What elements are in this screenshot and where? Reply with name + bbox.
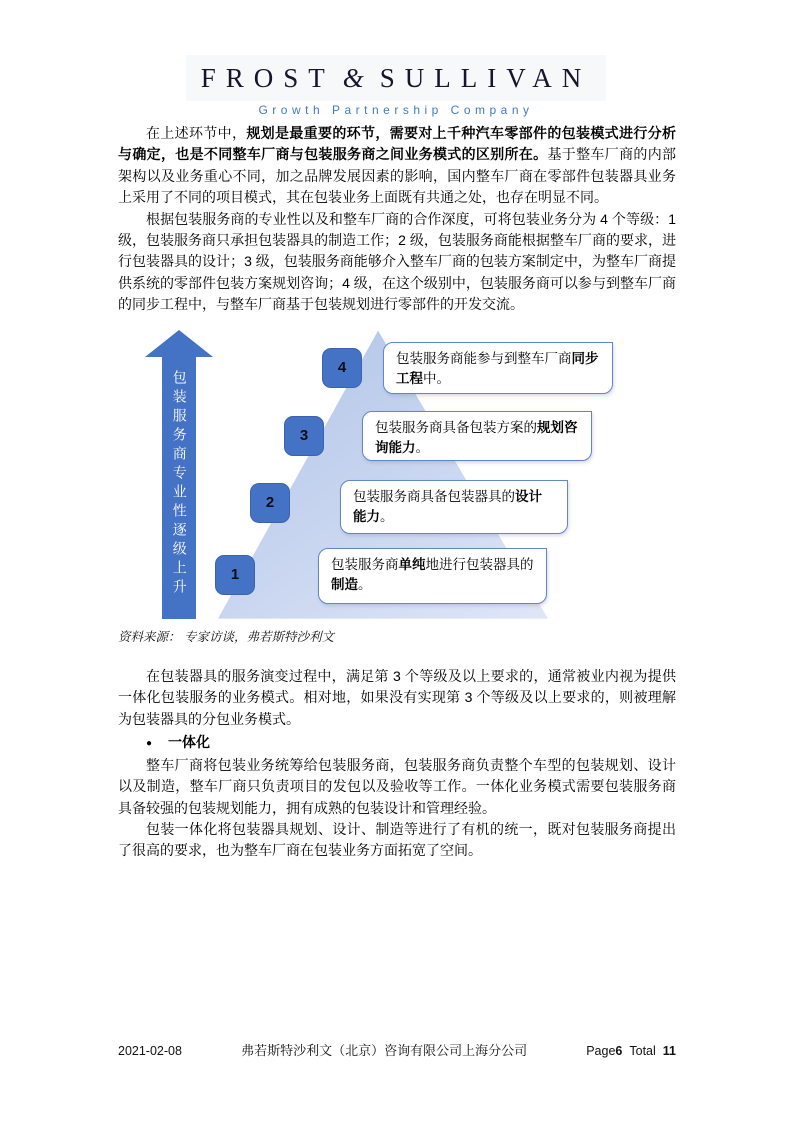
- source-note: 资料来源： 专家访谈，弗若斯特沙利文: [118, 629, 334, 644]
- logo-tagline: Growth Partnership Company: [258, 103, 534, 117]
- total-label: Total: [629, 1044, 656, 1058]
- paragraph-integration-intro: 在包装器具的服务演变过程中，满足第 3 个等级及以上要求的，通常被业内视为提供一体化包装服务的业务模式。相对地，如果没有实现第 3 个等级及以上要求的，则被理解为包装器具的分包业务模式。: [118, 668, 676, 727]
- level-3-callout: 包装服务商具备包装方案的规划咨询能力。: [362, 411, 592, 461]
- footer-company: 弗若斯特沙利文（北京）咨询有限公司上海分公司: [241, 1043, 528, 1058]
- total-number: 11: [662, 1044, 676, 1058]
- page-body: [118, 123, 676, 862]
- up-arrow-icon: [145, 330, 213, 619]
- bullet-label: 一体化: [168, 734, 211, 751]
- footer-date: 2021-02-08: [118, 1044, 182, 1058]
- service-level-pyramid-diagram: [118, 326, 676, 622]
- frost-sullivan-logo: [186, 55, 606, 101]
- logo-frost: FROST: [200, 62, 335, 93]
- page-number: 6: [615, 1044, 623, 1058]
- logo-text: [201, 63, 592, 94]
- paragraph-integration-summary: 包装一体化将包装器具规划、设计、制造等进行了有机的统一，既对包装服务商提出了很高的要求，也为整车厂商在包装业务方面拓宽了空间。: [118, 820, 676, 859]
- paragraph-planning: 在上述环节中，规划是最重要的环节，需要对上千种汽车零部件的包装模式进行分析与确定，也是不同整车厂商与包装服务商之间业务模式的区别所在。基于整车厂商的内部架构以及业务重心不同，加之品牌发展因素的影响，国内整车厂商在零部件包装器具业务上采用了不同的项目模式，其在包装业务上面既有共通之处，也存在明显不同。: [118, 125, 677, 206]
- page-label: Page: [586, 1044, 616, 1058]
- level-2-callout: 包装服务商具备包装器具的设计能力。: [340, 480, 568, 534]
- bullet-icon: ●: [146, 738, 153, 750]
- level-2-badge: 2: [250, 483, 290, 523]
- level-1-callout: 包装服务商单纯地进行包装器具的制造。: [318, 548, 547, 604]
- page-footer: [118, 1040, 676, 1059]
- paragraph-integration-detail: 整车厂商将包装业务统筹给包装服务商，包装服务商负责整个车型的包装规划、设计以及制造，整车厂商只负责项目的发包以及验收等工作。一体化业务模式需要包装服务商具备较强的包装规划能力，拥有成熟的包装设计和管理经验。: [118, 756, 676, 816]
- paragraph-levels: 根据包装服务商的专业性以及和整车厂商的合作深度，可将包装业务分为 4 个等级：1 级，包装服务商只承担包装器具的制造工作；2 级，包装服务商能根据整车厂商的要求，进行包装器具的设计；3 级，包装服务商能够介入整车厂商的包装方案制定中，为整车厂商提供系统的零部件包装方案规划咨询；4 级，在这个级别中，包装服务商可以参与到整车厂商的同步工程中，与整车厂商基于包装规划进行零部件的开发交流。: [118, 210, 676, 313]
- arrow-head: [145, 330, 213, 357]
- level-1-badge: 1: [215, 555, 255, 595]
- bullet-item-integration: [118, 732, 676, 754]
- level-4-badge: 4: [322, 348, 362, 388]
- level-4-callout: 包装服务商能参与到整车厂商同步工程中。: [383, 342, 613, 394]
- logo-ampersand: &: [342, 62, 364, 93]
- footer-page-indicator: [586, 1044, 676, 1058]
- logo-sullivan: SULLIVAN: [379, 62, 592, 93]
- arrow-axis-label: 包装服务商专业性逐级上升: [171, 369, 188, 598]
- level-3-badge: 3: [284, 416, 324, 456]
